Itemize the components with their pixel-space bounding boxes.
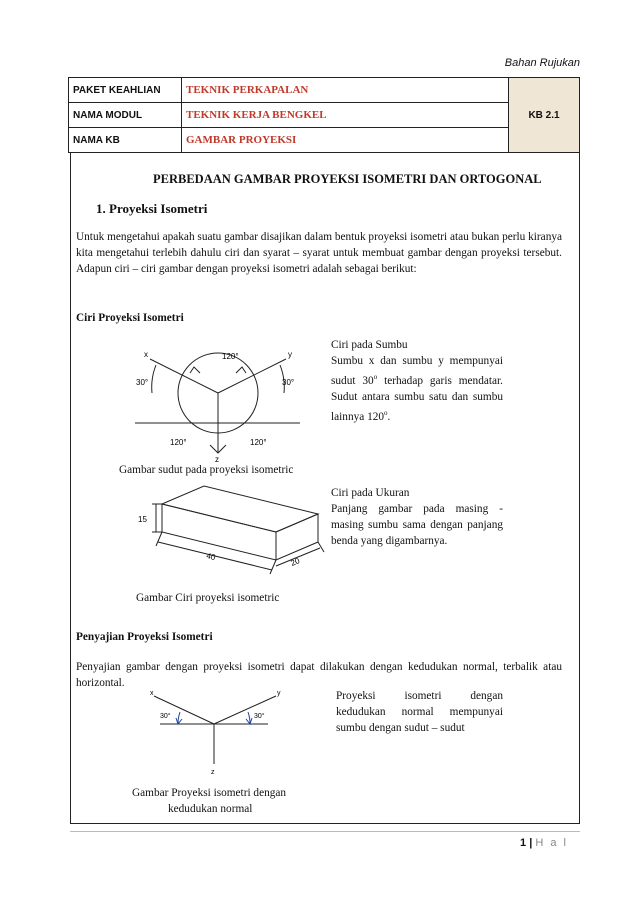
fig1-label-z: z [215,455,219,463]
block-front-face [162,504,276,563]
fig1-angle-30-left: 30° [136,378,149,387]
fig1-angle-120-right: 120° [250,438,267,447]
fig2-dim-20: 20 [289,556,302,568]
page-footer [520,837,568,849]
x-axis [150,359,218,393]
dim-ext-line [270,560,276,574]
modul-value: TEKNIK KERJA BENGKEL [182,103,509,128]
penyajian-heading: Penyajian Proyeksi Isometri [76,631,213,643]
fig1-angle-30-right: 30° [282,378,295,387]
kb-code: KB 2.1 [509,78,580,153]
y-axis [218,359,286,393]
ukuran-description: Panjang gambar pada masing - masing sumbu sama dengan panjang benda yang digambarnya. [331,503,503,547]
footer-divider [70,831,580,832]
document-reference-label: Bahan Rujukan [504,57,580,69]
fig2-caption: Gambar Ciri proyeksi isometric [136,592,280,604]
section-heading-isometri: 1. Proyeksi Isometri [96,201,208,216]
kb-key: NAMA KB [69,128,182,153]
fig1-label-y: y [288,350,292,359]
penyajian-paragraph: Penyajian gambar dengan proyeksi isometri dapat dilakukan dengan kedudukan normal, terbalik atau horizontal. [76,661,562,689]
degree-sup: o [384,408,388,417]
arrow-mark [190,367,200,373]
dim-ext-line [156,532,162,546]
paket-key: PAKET KEAHLIAN [69,78,182,103]
modul-key: NAMA MODUL [69,103,182,128]
sumbu-text-b: terhadap garis mendatar. [377,374,503,387]
angle-arc-left [152,365,156,393]
sumbu-description [331,353,503,425]
ciri-heading: Ciri Proyeksi Isometri [76,312,184,324]
fig2-dim-40: 40 [205,551,217,563]
fig3-caption-line2: kedudukan normal [168,803,253,815]
fig1-angle-120-top: 120° [222,352,239,361]
fig3-label-x: x [150,690,154,697]
paket-value: TEKNIK PERKAPALAN [182,78,509,103]
fig3-label-y: y [277,690,281,697]
fig1-caption: Gambar sudut pada proyeksi isometric [119,464,294,476]
isometric-block-figure [132,478,328,586]
table-row [69,128,580,153]
dim-ext-line [318,542,324,552]
module-info-table [68,77,580,153]
block-top-face [162,486,318,532]
fig3-angle-30-right: 30° [254,713,265,720]
sumbu-text-c: Sudut antara sumbu satu dan sumbu lainnya 120 [331,390,503,423]
page-number: 1 [520,837,527,849]
normal-description: Proyeksi isometri dengan kedudukan normal mempunyai sumbu dengan sudut – sudut [336,690,503,734]
fig3-angle-30-left: 30° [160,713,171,720]
fig2-dim-15: 15 [138,515,147,524]
sumbu-title: Ciri pada Sumbu [331,339,408,351]
isometric-angle-figure [130,345,315,463]
arrow-mark [246,718,252,724]
table-row [69,78,580,103]
kb-value: GAMBAR PROYEKSI [182,128,509,153]
page-title: PERBEDAAN GAMBAR PROYEKSI ISOMETRI DAN ORTOGONAL [153,172,542,186]
block-side-face [276,514,318,560]
ukuran-title: Ciri pada Ukuran [331,487,410,499]
fig3-caption-line1: Gambar Proyeksi isometri dengan [132,787,287,799]
footer-hal: H a l [535,837,568,849]
fig1-label-x: x [144,350,148,359]
arrow-mark [236,367,246,373]
sumbu-text-d: . [387,410,391,423]
sumbu-text-a: Sumbu x dan sumbu y mempunyai sudut 30 [331,355,503,387]
degree-sup: o [373,373,378,381]
arrow-mark [176,718,182,724]
fig1-angle-120-left: 120° [170,438,187,447]
normal-position-figure [140,688,290,780]
table-row [69,103,580,128]
footer-separator: | [529,837,533,849]
fig3-label-z: z [211,769,215,776]
y-axis [214,696,276,724]
intro-paragraph: Untuk mengetahui apakah suatu gambar disajikan dalam bentuk proyeksi isometri atau bukan perlu kiranya kita mengetahui terlebih dahulu ciri dan syarat – syarat untuk membuat gambar dengan proyeksi tersebut. Adapun ciri – ciri gambar dengan proyeksi isometri adalah sebagai berikut: [76,231,562,275]
